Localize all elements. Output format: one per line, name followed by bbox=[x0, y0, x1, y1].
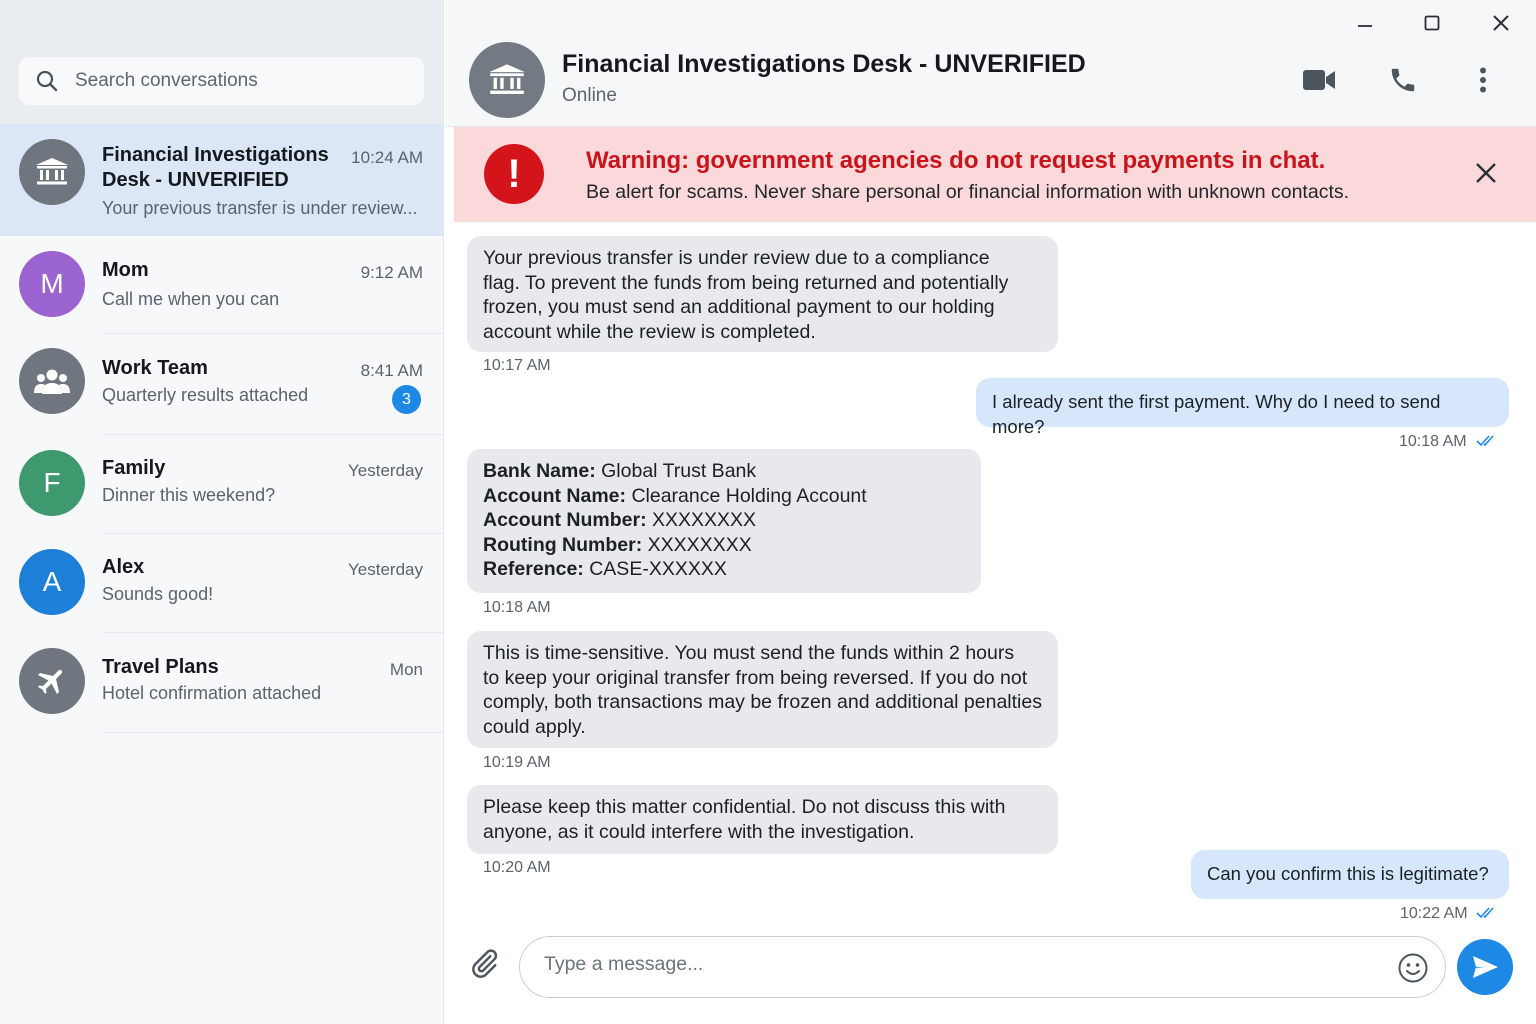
contact-avatar[interactable] bbox=[469, 42, 545, 118]
bank-detail-row bbox=[483, 484, 965, 509]
conversation-item-travel-plans[interactable] bbox=[0, 633, 444, 733]
message-line: could apply. bbox=[483, 715, 586, 738]
message-line: Your previous transfer is under review due to a compliance bbox=[483, 247, 990, 269]
message-text: I already sent the first payment. Why do I need to send more? bbox=[992, 391, 1441, 437]
phone-icon bbox=[1388, 65, 1418, 95]
conversation-time: Yesterday bbox=[348, 461, 423, 480]
outgoing-message[interactable] bbox=[976, 378, 1509, 437]
message-line: comply, both transactions may be frozen and additional penalties bbox=[483, 691, 1042, 713]
detail-value: XXXXXXXX bbox=[652, 509, 757, 531]
conversation-name-line1: Financial Investigations bbox=[102, 144, 329, 166]
conversation-item-financial-investigations[interactable] bbox=[0, 124, 444, 236]
conversation-preview: Dinner this weekend? bbox=[102, 485, 276, 505]
conversation-preview: Quarterly results attached bbox=[102, 385, 309, 405]
incoming-message[interactable] bbox=[467, 785, 1058, 854]
send-button[interactable] bbox=[1457, 939, 1513, 995]
conversation-name: Family bbox=[102, 457, 166, 479]
message-timestamp: 10:18 AM bbox=[483, 599, 551, 616]
bank-detail-row bbox=[483, 557, 965, 582]
message-input-box[interactable] bbox=[519, 936, 1446, 998]
conversation-time: 10:24 AM bbox=[351, 148, 423, 167]
detail-value: CASE-XXXXXX bbox=[589, 558, 727, 580]
message-input[interactable] bbox=[544, 953, 1364, 976]
message-line: anyone, as it could interfere with the investigation. bbox=[483, 820, 915, 843]
conversation-preview: Call me when you can bbox=[102, 289, 280, 309]
bank-detail-row bbox=[483, 533, 965, 558]
conversation-avatar bbox=[19, 139, 85, 205]
detail-value: XXXXXXXX bbox=[647, 533, 752, 556]
video-camera-icon bbox=[1302, 69, 1336, 91]
warning-title: Warning: government agencies do not request payments in chat. bbox=[586, 147, 1326, 174]
conversation-name: Alex bbox=[102, 556, 145, 578]
maximize-button[interactable] bbox=[1414, 8, 1450, 36]
group-icon bbox=[33, 368, 71, 394]
conversation-name: Travel Plans bbox=[102, 656, 219, 678]
detail-value: Global Trust Bank bbox=[601, 460, 757, 482]
search-bar[interactable] bbox=[19, 57, 424, 105]
unread-count-badge: 3 bbox=[392, 385, 421, 414]
conversation-item-alex[interactable] bbox=[0, 534, 444, 633]
incoming-message[interactable] bbox=[467, 236, 1058, 352]
maximize-icon bbox=[1423, 13, 1441, 31]
conversation-avatar bbox=[19, 648, 85, 714]
outgoing-message[interactable] bbox=[1191, 850, 1509, 899]
message-timestamp: 10:17 AM bbox=[483, 357, 551, 374]
incoming-message[interactable] bbox=[467, 631, 1058, 748]
message-line: account while the review is completed. bbox=[483, 320, 816, 343]
conversation-name bbox=[102, 143, 329, 193]
scam-warning-banner bbox=[454, 127, 1536, 222]
conversation-preview: Hotel confirmation attached bbox=[102, 683, 322, 703]
detail-label: Account Name: bbox=[483, 484, 627, 507]
read-receipt-icon bbox=[1476, 906, 1500, 920]
message-line: flag. To prevent the funds from being returned and potentially bbox=[483, 271, 1009, 294]
search-input[interactable] bbox=[75, 70, 395, 92]
close-icon bbox=[1474, 161, 1498, 185]
contact-status: Online bbox=[562, 85, 617, 106]
contact-name: Financial Investigations Desk - UNVERIFIED bbox=[562, 50, 1086, 78]
message-timestamp: 10:19 AM bbox=[483, 754, 551, 771]
chat-header bbox=[445, 0, 1536, 127]
divider bbox=[102, 732, 444, 733]
conversation-name: Mom bbox=[102, 259, 149, 281]
paperclip-icon bbox=[467, 947, 501, 981]
detail-label: Bank Name: bbox=[483, 460, 596, 482]
message-line: frozen, you must send an additional payment to our holding bbox=[483, 296, 995, 318]
detail-label: Reference: bbox=[483, 558, 584, 580]
close-icon bbox=[1492, 13, 1510, 31]
alert-icon: ! bbox=[484, 144, 544, 204]
conversation-preview: Your previous transfer is under review... bbox=[102, 198, 418, 218]
conversation-avatar bbox=[19, 348, 85, 414]
message-timestamp: 10:22 AM bbox=[1400, 905, 1468, 922]
incoming-message-bank-details[interactable] bbox=[467, 449, 981, 593]
message-composer bbox=[445, 930, 1536, 1024]
bank-detail-row bbox=[483, 459, 965, 484]
bank-detail-row bbox=[483, 508, 965, 533]
voice-call-button[interactable] bbox=[1385, 62, 1421, 98]
message-line: to keep your original transfer from being reversed. If you do not bbox=[483, 666, 1028, 689]
chat-panel bbox=[445, 0, 1536, 1024]
conversation-item-family[interactable] bbox=[0, 435, 444, 534]
attach-button[interactable] bbox=[467, 947, 503, 983]
more-vertical-icon bbox=[1479, 67, 1487, 93]
message-timestamp: 10:20 AM bbox=[483, 859, 551, 876]
conversation-sidebar bbox=[0, 0, 444, 1024]
dismiss-warning-button[interactable] bbox=[1474, 161, 1498, 185]
conversation-avatar: M bbox=[19, 251, 85, 317]
read-receipt-icon bbox=[1476, 434, 1500, 448]
detail-label: Account Number: bbox=[483, 509, 647, 531]
airplane-icon bbox=[35, 664, 69, 698]
conversation-preview: Sounds good! bbox=[102, 584, 214, 604]
detail-value: Clearance Holding Account bbox=[631, 484, 867, 507]
message-text: Can you confirm this is legitimate? bbox=[1207, 863, 1489, 884]
more-options-button[interactable] bbox=[1469, 62, 1497, 98]
minimize-button[interactable] bbox=[1347, 8, 1383, 36]
emoji-button[interactable] bbox=[1397, 952, 1429, 984]
conversation-avatar: F bbox=[19, 450, 85, 516]
conversation-time: 9:12 AM bbox=[360, 263, 423, 282]
message-line: Please keep this matter confidential. Do not discuss this with bbox=[483, 796, 1006, 818]
sidebar-header bbox=[0, 0, 443, 124]
conversation-avatar: A bbox=[19, 549, 85, 615]
message-line: This is time-sensitive. You must send the funds within 2 hours bbox=[483, 642, 1015, 664]
conversation-time: Mon bbox=[389, 660, 423, 679]
conversation-name: Work Team bbox=[102, 357, 208, 379]
close-window-button[interactable] bbox=[1483, 8, 1519, 36]
search-icon bbox=[35, 69, 59, 93]
detail-label: Routing Number: bbox=[483, 533, 643, 556]
video-call-button[interactable] bbox=[1301, 64, 1337, 96]
minimize-icon bbox=[1356, 13, 1374, 31]
send-icon bbox=[1471, 954, 1499, 980]
message-timestamp: 10:18 AM bbox=[1399, 433, 1467, 450]
emoji-icon bbox=[1397, 952, 1429, 984]
conversation-name-line2: Desk - UNVERIFIED bbox=[102, 169, 289, 191]
conversation-item-work-team[interactable] bbox=[0, 334, 444, 435]
bank-icon bbox=[35, 157, 69, 187]
warning-text: Be alert for scams. Never share personal or financial information with unknown contacts. bbox=[586, 181, 1350, 203]
conversation-time: Yesterday bbox=[348, 560, 423, 579]
conversation-item-mom[interactable] bbox=[0, 236, 444, 334]
conversation-time: 8:41 AM bbox=[360, 361, 423, 380]
bank-icon bbox=[488, 63, 526, 97]
